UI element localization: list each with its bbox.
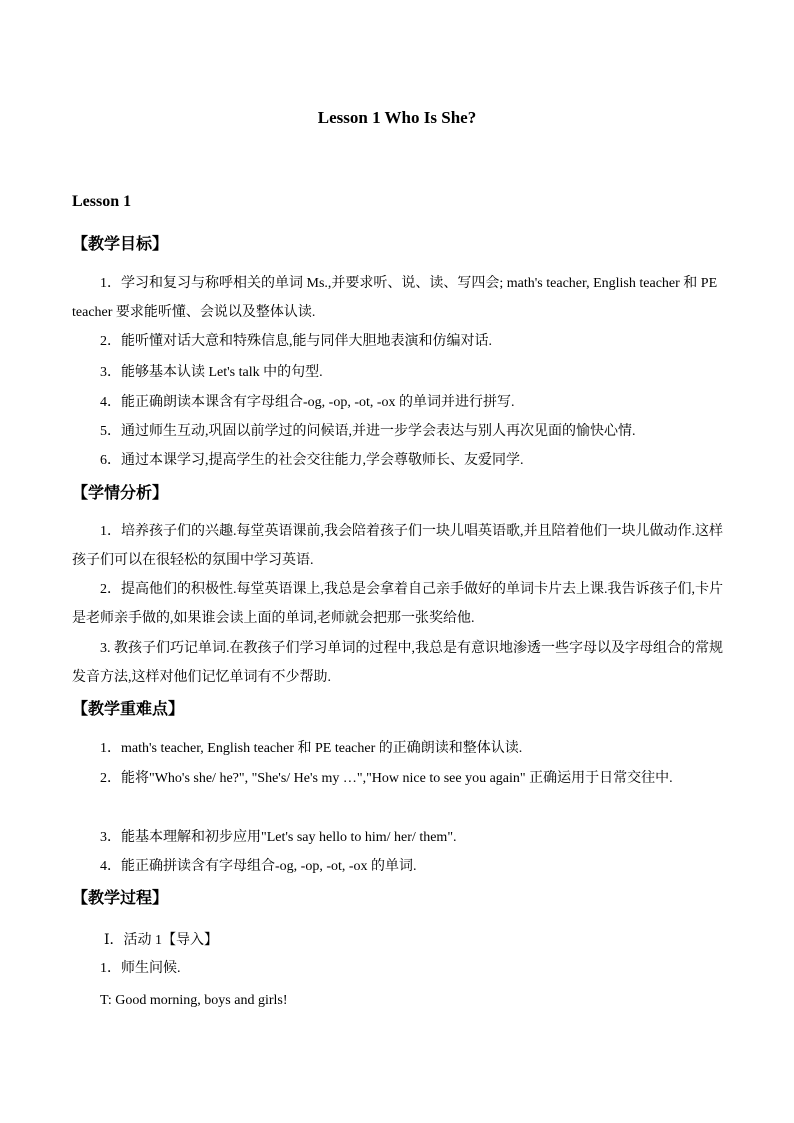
process-step: 1．师生问候.	[100, 961, 181, 976]
document-title: Lesson 1 Who Is She?	[317, 108, 477, 127]
key-point-item-2: 2．能将"Who's she/ he?", "She's/ He's my …","How nice to see you again" 正确运用于日常交往中.	[100, 771, 673, 786]
objective-item-4: 4．能正确朗读本课含有字母组合-og, -op, -ot, -ox 的单词并进行拼写.	[100, 395, 515, 410]
objective-item-1: 1．学习和复习与称呼相关的单词 Ms.,并要求听、说、读、写四会; math's teacher, English teacher 和 PE teacher 要求能听懂、会说以及整体认读.	[72, 276, 718, 320]
section-heading-objectives: 【教学目标】	[72, 234, 169, 253]
lesson-label: Lesson 1	[72, 193, 132, 210]
analysis-item-3: 3. 教孩子们巧记单词.在教孩子们学习单词的过程中,我总是有意识地渗透一些字母以及字母组合的常规发音方法,这样对他们记忆单词有不少帮助.	[72, 641, 723, 685]
objective-item-6: 6．通过本课学习,提高学生的社会交往能力,学会尊敬师长、友爱同学.	[100, 453, 524, 468]
objective-item-5: 5．通过师生互动,巩固以前学过的问候语,并进一步学会表达与别人再次见面的愉快心情.	[100, 424, 636, 439]
analysis-item-1: 1．培养孩子们的兴趣.每堂英语课前,我会陪着孩子们一块儿唱英语歌,并且陪着他们一块儿做动作.这样孩子们可以在很轻松的氛围中学习英语.	[72, 524, 723, 568]
key-point-item-3: 3．能基本理解和初步应用"Let's say hello to him/ her/ them".	[100, 830, 457, 845]
section-heading-process: 【教学过程】	[72, 888, 169, 907]
section-heading-analysis: 【学情分析】	[72, 483, 169, 502]
objective-item-3: 3．能够基本认读 Let's talk 中的句型.	[100, 365, 323, 380]
key-point-item-1: 1．math's teacher, English teacher 和 PE teacher 的正确朗读和整体认读.	[100, 741, 523, 756]
analysis-item-2: 2．提高他们的积极性.每堂英语课上,我总是会拿着自己亲手做好的单词卡片去上课.我告诉孩子们,卡片是老师亲手做的,如果谁会读上面的单词,老师就会把那一张奖给他.	[72, 582, 723, 626]
objective-item-2: 2．能听懂对话大意和特殊信息,能与同伴大胆地表演和仿编对话.	[100, 334, 492, 349]
activity-label: Ⅰ．活动 1【导入】	[104, 933, 219, 948]
section-heading-key-points: 【教学重难点】	[72, 699, 185, 718]
key-point-item-4: 4．能正确拼读含有字母组合-og, -op, -ot, -ox 的单词.	[100, 859, 417, 874]
dialogue-line: T: Good morning, boys and girls!	[100, 993, 288, 1008]
